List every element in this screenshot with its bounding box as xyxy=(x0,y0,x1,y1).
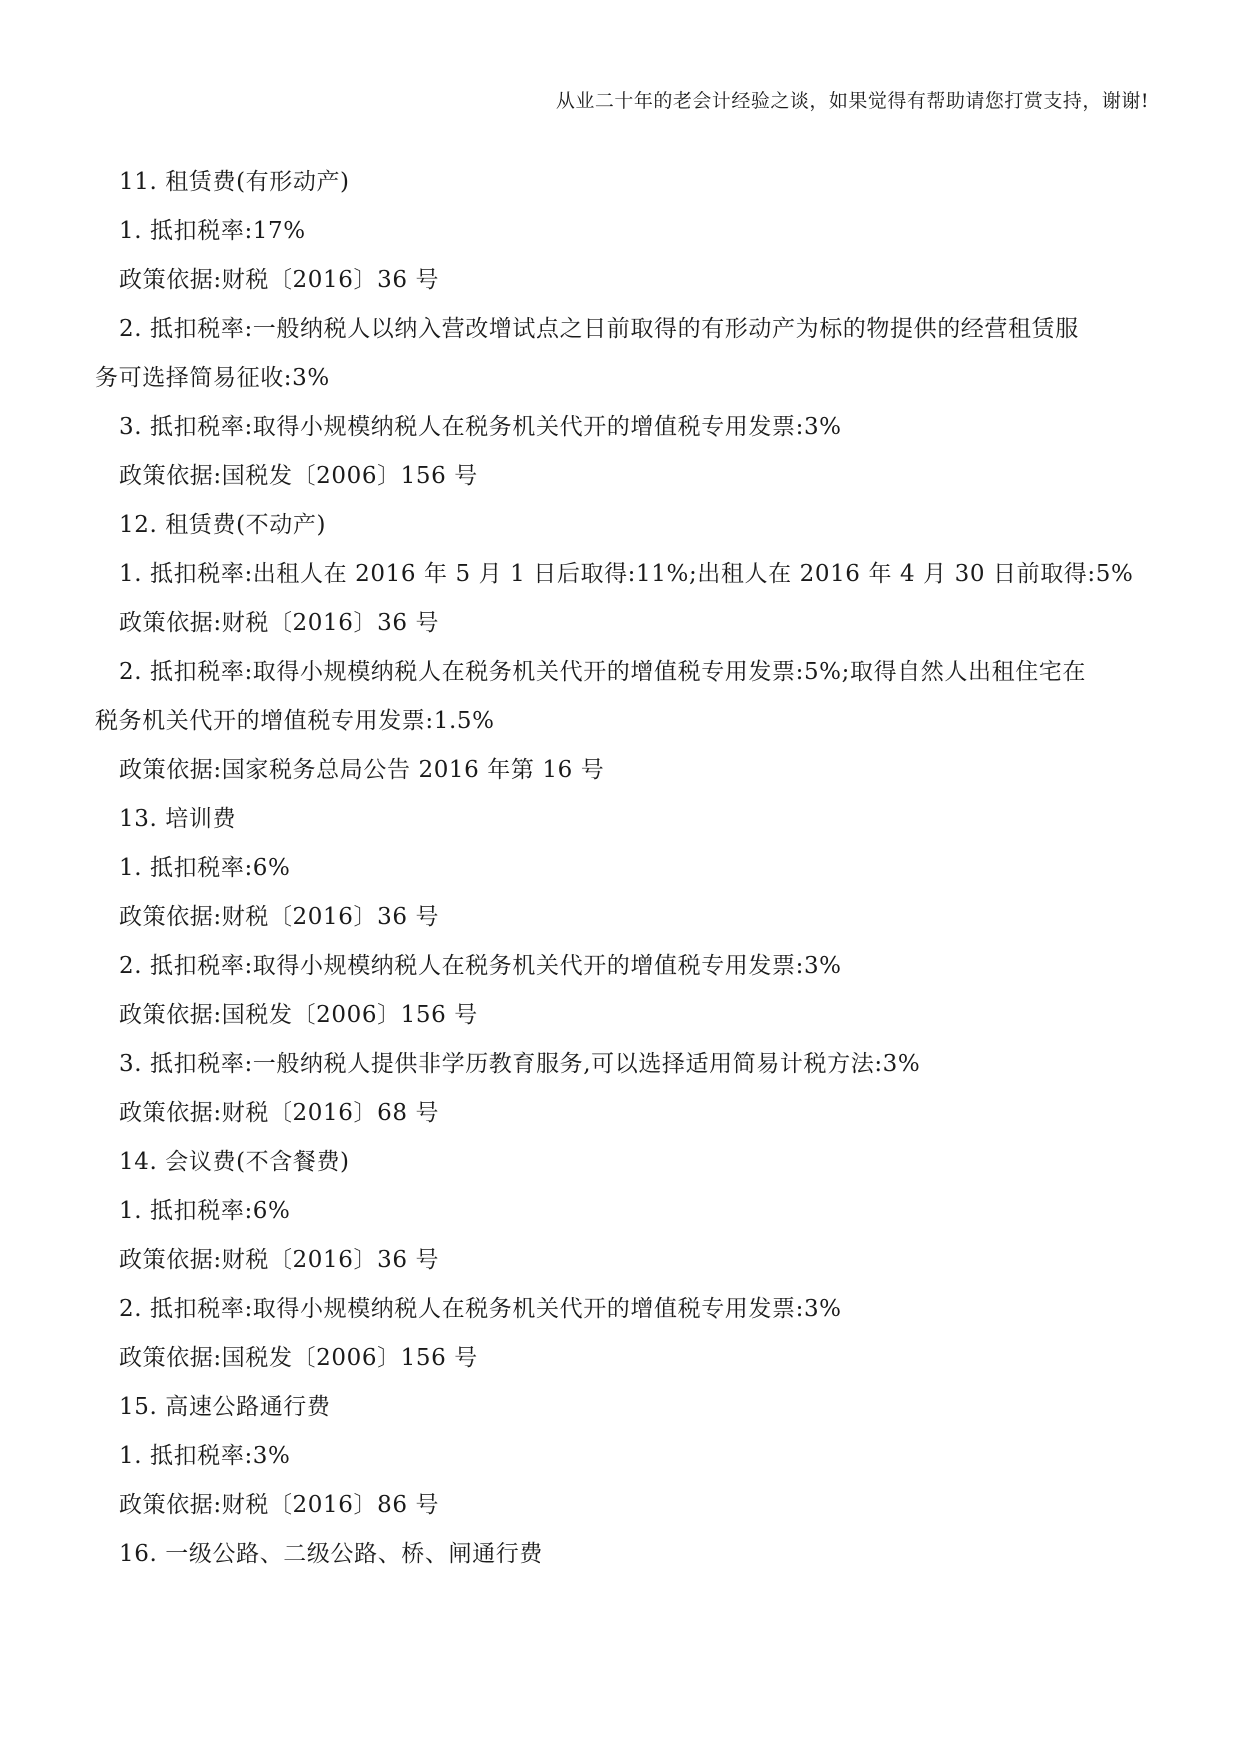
rate-item: 1. 抵扣税率:3% xyxy=(119,1443,291,1469)
header-note: 从业二十年的老会计经验之谈，如果觉得有帮助请您打赏支持，谢谢! xyxy=(555,90,1149,112)
section-heading-11: 11. 租赁费(有形动产) xyxy=(119,169,350,195)
policy-basis: 政策依据:国家税务总局公告 2016 年第 16 号 xyxy=(119,757,605,783)
rate-item: 3. 抵扣税率:一般纳税人提供非学历教育服务,可以选择适用简易计税方法:3% xyxy=(119,1051,921,1077)
policy-basis: 政策依据:国税发〔2006〕156 号 xyxy=(119,1345,478,1371)
rate-item-continuation: 务可选择简易征收:3% xyxy=(95,365,330,391)
rate-item: 2. 抵扣税率:取得小规模纳税人在税务机关代开的增值税专用发票:5%;取得自然人出租住宅在 xyxy=(119,659,1086,685)
section-heading-12: 12. 租赁费(不动产) xyxy=(119,512,327,538)
rate-item: 1. 抵扣税率:6% xyxy=(119,1198,291,1224)
policy-basis: 政策依据:财税〔2016〕36 号 xyxy=(119,1247,440,1273)
rate-item: 3. 抵扣税率:取得小规模纳税人在税务机关代开的增值税专用发票:3% xyxy=(119,414,842,440)
policy-basis: 政策依据:财税〔2016〕36 号 xyxy=(119,904,440,930)
document-body xyxy=(95,158,1155,1579)
rate-item: 1. 抵扣税率:17% xyxy=(119,218,306,244)
section-heading-14: 14. 会议费(不含餐费) xyxy=(119,1149,350,1175)
section-heading-13: 13. 培训费 xyxy=(119,806,237,832)
policy-basis: 政策依据:国税发〔2006〕156 号 xyxy=(119,463,478,489)
rate-item: 1. 抵扣税率:6% xyxy=(119,855,291,881)
policy-basis: 政策依据:财税〔2016〕36 号 xyxy=(119,267,440,293)
section-heading-16: 16. 一级公路、二级公路、桥、闸通行费 xyxy=(119,1541,543,1567)
rate-item: 2. 抵扣税率:一般纳税人以纳入营改增试点之日前取得的有形动产为标的物提供的经营租赁服 xyxy=(119,316,1079,342)
policy-basis: 政策依据:财税〔2016〕36 号 xyxy=(119,610,440,636)
section-heading-15: 15. 高速公路通行费 xyxy=(119,1394,331,1420)
rate-item: 1. 抵扣税率:出租人在 2016 年 5 月 1 日后取得:11%;出租人在 2016 年 4 月 30 日前取得:5% xyxy=(119,561,1134,587)
rate-item: 2. 抵扣税率:取得小规模纳税人在税务机关代开的增值税专用发票:3% xyxy=(119,1296,842,1322)
rate-item: 2. 抵扣税率:取得小规模纳税人在税务机关代开的增值税专用发票:3% xyxy=(119,953,842,979)
policy-basis: 政策依据:国税发〔2006〕156 号 xyxy=(119,1002,478,1028)
rate-item-continuation: 税务机关代开的增值税专用发票:1.5% xyxy=(95,708,495,734)
policy-basis: 政策依据:财税〔2016〕68 号 xyxy=(119,1100,440,1126)
policy-basis: 政策依据:财税〔2016〕86 号 xyxy=(119,1492,440,1518)
